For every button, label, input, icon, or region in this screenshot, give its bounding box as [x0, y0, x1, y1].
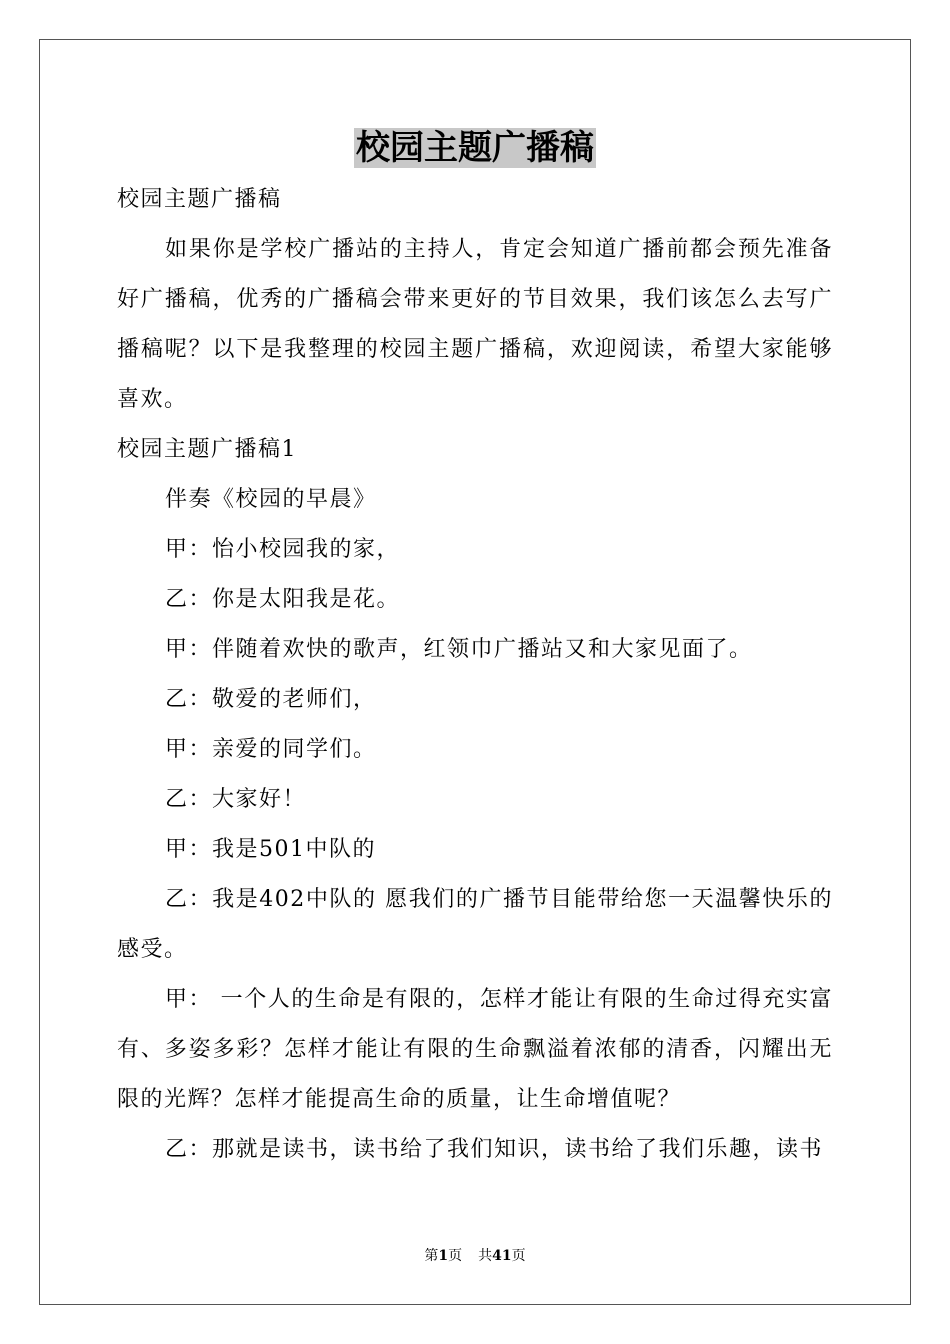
- page-number: 1: [438, 1248, 449, 1264]
- page-footer: [0, 1246, 950, 1266]
- paragraph: 伴奏《校园的早晨》: [165, 487, 377, 512]
- paragraph: 乙：大家好！: [165, 787, 307, 812]
- paragraph: 甲：亲爱的同学们。: [165, 737, 377, 762]
- paragraph: 乙：那就是读书，读书给了我们知识，读书给了我们乐趣，读书: [165, 1137, 824, 1162]
- paragraph: 乙：你是太阳我是花。: [165, 587, 401, 612]
- total-suffix: 页: [511, 1248, 526, 1264]
- page-suffix: 页: [448, 1248, 463, 1264]
- paragraph: 甲： 一个人的生命是有限的，怎样才能让有限的生命过得充实富有、多姿多彩？怎样才能让有限的生命飘溢着浓郁的清香，闪耀出无限的光辉？怎样才能提高生命的质量，让生命增值呢？: [117, 987, 833, 1112]
- paragraph: 甲：伴随着欢快的歌声，红领巾广播站又和大家见面了。: [165, 637, 753, 662]
- total-prefix: 共: [478, 1248, 493, 1264]
- paragraph: 甲：怡小校园我的家，: [165, 537, 401, 562]
- paragraph: 校园主题广播稿1: [117, 437, 297, 462]
- document-title: 校园主题广播稿: [356, 128, 594, 168]
- document-body: [117, 175, 833, 1175]
- paragraph: 如果你是学校广播站的主持人，肯定会知道广播前都会预先准备好广播稿，优秀的广播稿会带来更好的节目效果，我们该怎么去写广播稿呢？以下是我整理的校园主题广播稿，欢迎阅读，希望大家能够喜欢。: [117, 237, 833, 412]
- paragraph: 乙：敬爱的老师们，: [165, 687, 377, 712]
- paragraph: 甲：我是501中队的: [165, 837, 376, 862]
- page-prefix: 第: [424, 1248, 439, 1264]
- title-area: [0, 128, 950, 168]
- total-pages: 41: [492, 1248, 512, 1264]
- paragraph: 乙：我是402中队的 愿我们的广播节目能带给您一天温馨快乐的感受。: [117, 887, 833, 962]
- paragraph: 校园主题广播稿: [117, 187, 282, 212]
